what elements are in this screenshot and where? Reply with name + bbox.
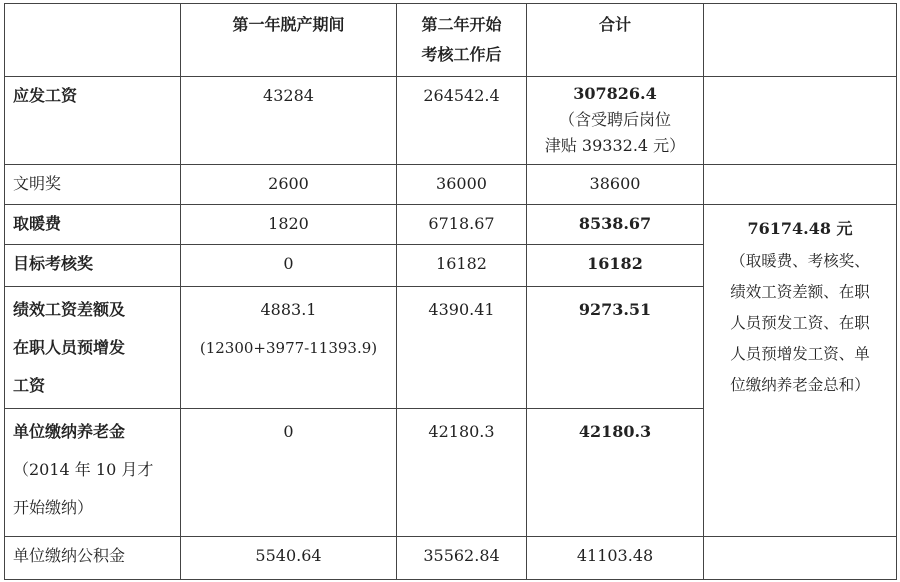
header-empty-cell [5,4,181,77]
row-label-heating: 取暖费 [5,205,181,245]
cell-fund-y1: 5540.64 [181,537,397,580]
row-label-pension [5,409,181,537]
cell-perf-y2: 4390.41 [397,287,527,409]
header-year2-line1: 第二年开始 [421,15,502,34]
header-empty-cell-right [704,4,897,77]
summary-line: 位缴纳养老金总和） [730,376,870,394]
perf-label-line2: 在职人员预增发 [13,338,126,357]
cell-heating-y2: 6718.67 [397,205,527,245]
cell-civil-total: 38600 [527,165,704,205]
cell-heating-y1: 1820 [181,205,397,245]
cell-salary-total [527,77,704,165]
row-label-fund: 单位缴纳公积金 [5,537,181,580]
summary-line: 绩效工资差额、在职 [730,283,870,301]
cell-heating-total: 8538.67 [527,205,704,245]
cell-pension-y2: 42180.3 [397,409,527,537]
cell-civil-y1: 2600 [181,165,397,205]
row-label-target: 目标考核奖 [5,245,181,287]
summary-total: 76174.48 元 [747,219,853,238]
table-row [5,77,897,165]
salary-total-value: 307826.4 [573,84,657,103]
summary-cell [704,205,897,537]
summary-line: 人员预增发工资、单 [730,345,870,363]
cell-target-y2: 16182 [397,245,527,287]
header-year2-line2: 考核工作后 [421,45,502,64]
pension-label-line1: 单位缴纳养老金 [13,422,126,441]
cell-salary-y1: 43284 [181,77,397,165]
perf-y1-note: (12300+3977-11393.9) [199,339,378,357]
salary-table [4,3,897,580]
cell-civil-empty [704,165,897,205]
cell-salary-empty [704,77,897,165]
cell-fund-total: 41103.48 [527,537,704,580]
table-row [5,537,897,580]
perf-label-line3: 工资 [13,376,46,395]
perf-label-line1: 绩效工资差额及 [13,300,126,319]
salary-total-note2: 津贴 39332.4 元） [544,136,686,155]
cell-pension-total: 42180.3 [527,409,704,537]
cell-salary-y2: 264542.4 [397,77,527,165]
cell-fund-y2: 35562.84 [397,537,527,580]
salary-total-note1: （含受聘后岗位 [558,110,671,129]
cell-target-total: 16182 [527,245,704,287]
cell-pension-y1: 0 [181,409,397,537]
header-row [5,4,897,77]
cell-perf-y1 [181,287,397,409]
summary-line: 人员预发工资、在职 [730,314,870,332]
cell-fund-empty [704,537,897,580]
row-label-perf [5,287,181,409]
header-year1: 第一年脱产期间 [181,4,397,77]
perf-y1-value: 4883.1 [260,300,317,319]
row-label-salary: 应发工资 [5,77,181,165]
summary-line: （取暖费、考核奖、 [730,252,870,270]
header-total: 合计 [527,4,704,77]
cell-perf-total: 9273.51 [527,287,704,409]
pension-label-line3: 开始缴纳） [13,498,94,517]
header-year2 [397,4,527,77]
cell-civil-y2: 36000 [397,165,527,205]
table-row [5,205,897,245]
pension-label-line2: （2014 年 10 月才 [13,460,154,479]
table-row [5,165,897,205]
cell-target-y1: 0 [181,245,397,287]
row-label-civil: 文明奖 [5,165,181,205]
